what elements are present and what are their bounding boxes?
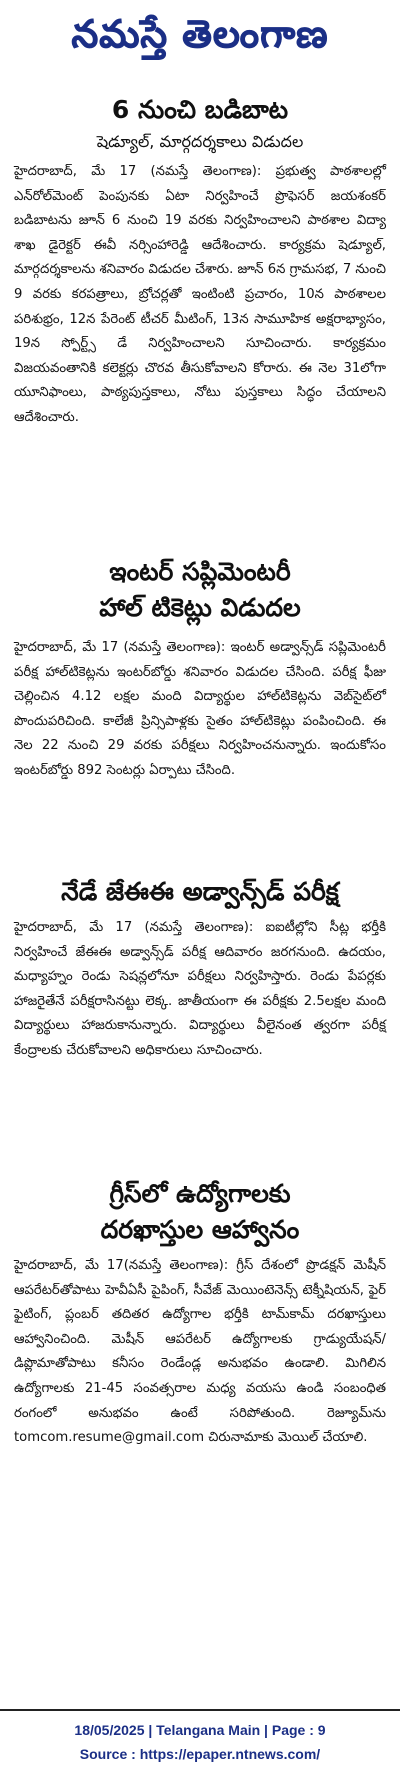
- article-body: హైదరాబాద్, మే 17 (నమస్తే తెలంగాణ): ఐఐటీల్లోని సీట్ల భర్తీకి నిర్వహించే జేఈఈ అడ్వాన్స్‌డ్ పరీక్ష ఆదివారం జరగనుంది. ఉదయం, మధ్యాహ్నం రెండు సెషన్లలోనూ పరీక్షలు నిర్వహిస్తారు. రెండు పేపర్లకు హాజరైతేనే పరీక్షరాసినట్టు లెక్క. జాతీయంగా ఈ పరీక్షకు 2.5లక్షల మంది విద్యార్థులు హాజరుకానున్నారు. విద్యార్థులు వీలైనంత త్వరగా పరీక్ష కేంద్రాలకు చేరుకోవాలని అధికారులు సూచించారు.: [14, 920, 386, 1058]
- article-badibata: [14, 92, 386, 431]
- article-subhead: షెడ్యూల్, మార్గదర్శకాలు విడుదల: [96, 132, 304, 151]
- article-headline: ఇంటర్ సప్లిమెంటరీ: [109, 557, 291, 586]
- footer-source-line: Source : https://epaper.ntnews.com/: [79, 1746, 321, 1762]
- footer-date-line: 18/05/2025 | Telangana Main | Page : 9: [74, 1722, 326, 1738]
- article-body: హైదరాబాద్, మే 17(నమస్తే తెలంగాణ): గ్రీస్ దేశంలో ప్రొడక్షన్ మెషీన్ ఆపరేటర్‌తోపాటు హెవీఏసీ పైపింగ్, సీవేజ్ మెయింటెనెన్స్ టెక్నీషియన్, ఫైర్ ఫైటింగ్, ప్లంబర్ తదితర ఉద్యోగాల భర్తీకి టామ్‌కామ్ దరఖాస్తులు ఆహ్వానించింది. మెషీన్ ఆపరేటర్ ఉద్యోగాలకు గ్రాడ్యుయేషన్/డిప్లొమాతోపాటు కనీసం రెండేండ్ల అనుభవం ఉండాలి. మిగిలిన ఉద్యోగాలకు 21-45 సంవత్సరాల మధ్య వయసు ఉండి సంబంధిత రంగంలో అనుభవం ఉంటే సరిపోతుంది. రెజ్యూమ్‌ను tomcom.resume@gmail.com చిరునామాకు మెయిల్ చేయాలి.: [14, 1258, 386, 1446]
- article-headline: 6 నుంచి బడిబాట: [111, 95, 289, 124]
- article-inter-supplementary: [14, 554, 386, 784]
- article-headline: నేడే జేఈఈ అడ్వాన్స్‌డ్ పరీక్ష: [61, 877, 339, 906]
- article-jee-advanced: [14, 874, 386, 1064]
- article-headline: గ్రీస్‌లో ఉద్యోగాలకు: [109, 1179, 291, 1208]
- article-headline-line2: హాల్ టికెట్లు విడుదల: [99, 593, 301, 622]
- footer-divider: [0, 1709, 400, 1711]
- article-headline-line2: దరఖాస్తుల ఆహ్వానం: [100, 1215, 300, 1244]
- article-greece-jobs: [14, 1176, 386, 1451]
- masthead-title: నమస్తే తెలంగాణ: [71, 10, 329, 56]
- article-body: హైదరాబాద్, మే 17 (నమస్తే తెలంగాణ): ఇంటర్ అడ్వాన్స్‌డ్ సప్లిమెంటరీ పరీక్ష హాల్‌టికెట్లను ఇంటర్‌బోర్డు శనివారం విడుదల చేసింది. పరీక్ష ఫీజు చెల్లించిన 4.12 లక్షల మంది విద్యార్థుల హాల్‌టికెట్లను వెబ్‌సైట్‌లో పొందుపరిచింది. కాలేజీ ప్రిన్సిపాళ్లకు సైతం హాల్‌టికెట్లు పంపించింది. ఈ నెల 22 నుంచి 29 వరకు పరీక్షలు నిర్వహించనున్నారు. ఇందుకోసం ఇంటర్‌బోర్డు 892 సెంటర్లు ఏర్పాటు చేసింది.: [14, 640, 386, 778]
- article-body: హైదరాబాద్, మే 17 (నమస్తే తెలంగాణ): ప్రభుత్వ పాఠశాలల్లో ఎన్‌రోల్‌మెంట్ పెంపునకు ఏటా నిర్వహించే ప్రొఫెసర్ జయశంకర్ బడిబాటను జూన్ 6 నుంచి 19 వరకు నిర్వహించాలని పాఠశాల విద్యా శాఖ డైరెక్టర్ ఈవీ నర్సింహారెడ్డి ఆదేశించారు. కార్యక్రమ షెడ్యూల్, మార్గదర్శకాలను శనివారం విడుదల చేశారు. జూన్ 6న గ్రామసభ, 7 నుంచి 9 వరకు కరపత్రాలు, బ్రోచర్లతో ఇంటింటి ప్రచారం, 10న పాఠశాలల పరిశుభ్రం, 12న పేరెంట్ టీచర్ మీటింగ్, 13న సామూహిక అక్షరాభ్యాసం, 19న స్పోర్ట్స్ డే నిర్వహించాలని సూచించారు. కార్యక్రమం విజయవంతానికి కలెక్టర్లు చొరవ తీసుకోవాలని కోరారు. ఈ నెల 31లోగా యూనిఫాంలు, పాఠ్యపుస్తకాలు, నోటు పుస్తకాలు సిద్ధం చేయాలని ఆదేశించారు.: [14, 164, 387, 425]
